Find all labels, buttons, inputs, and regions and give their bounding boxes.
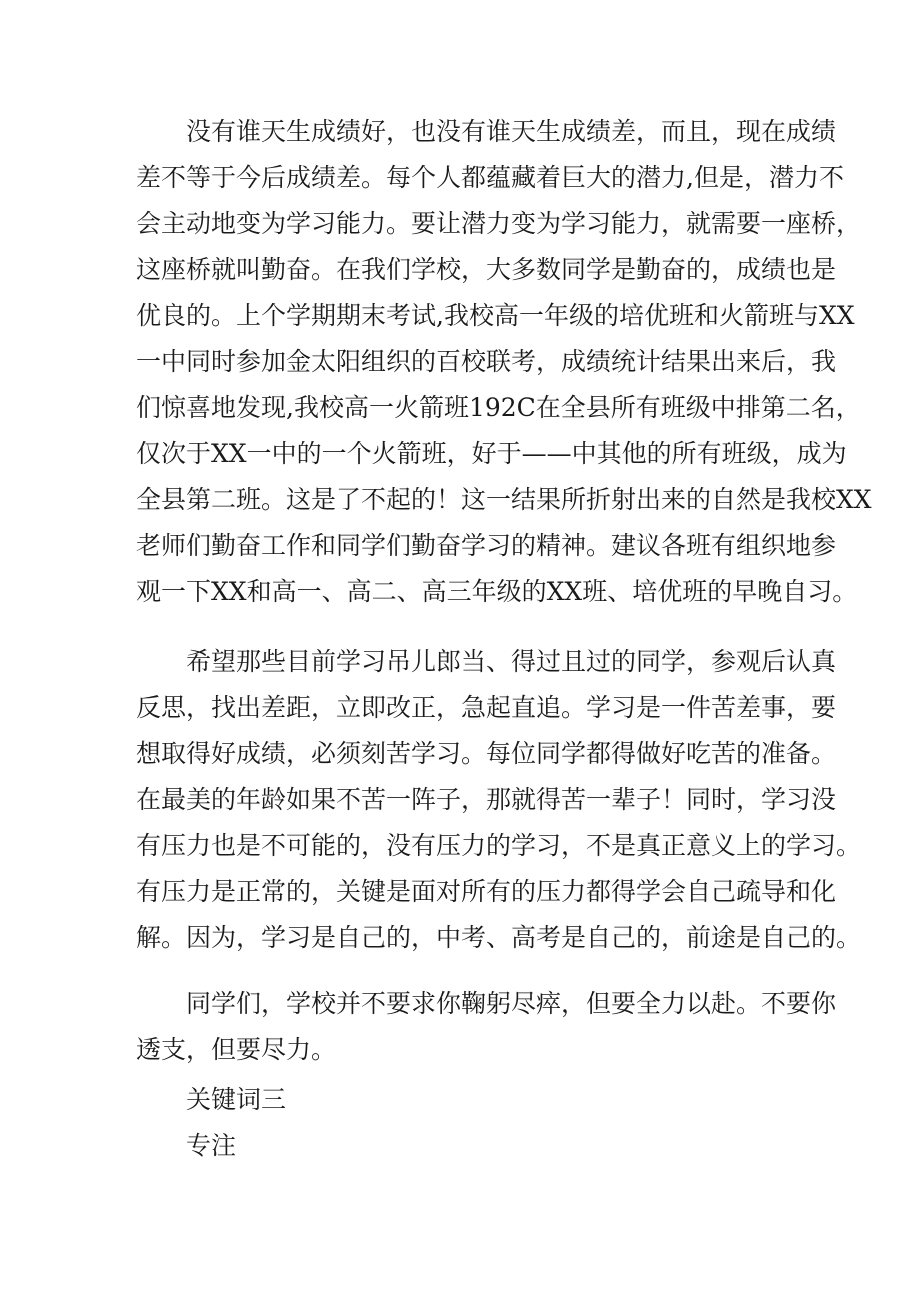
paragraph-1-line-2: 差不等于今后成绩差。每个人都蕴藏着巨大的潜力,但是，潜力不 [136, 163, 844, 192]
paragraph-1-line-4: 这座桥就叫勤奋。在我们学校，大多数同学是勤奋的，成绩也是 [136, 255, 837, 284]
paragraph-2-line-3: 想取得好成绩，必须刻苦学习。每位同学都得做好吃苦的准备。 [136, 739, 837, 768]
paragraph-1-line-8: 仅次于XX一中的一个火箭班，好于——中其他的所有班级，成为 [136, 439, 847, 468]
paragraph-1-line-6: 一中同时参加金太阳组织的百校联考，成绩统计结果出来后，我 [136, 347, 837, 376]
keyword-heading: 关键词三 [186, 1085, 287, 1114]
paragraph-3-line-1: 同学们，学校并不要求你鞠躬尽瘁，但要全力以赴。不要你 [186, 989, 837, 1018]
paragraph-3-line-2: 透支，但要尽力。 [136, 1035, 337, 1064]
paragraph-2-line-6: 有压力是正常的，关键是面对所有的压力都得学会自己疏导和化 [136, 877, 837, 906]
paragraph-1-line-1: 没有谁天生成绩好，也没有谁天生成绩差，而且，现在成绩 [186, 117, 837, 146]
paragraph-1-line-10: 老师们勤奋工作和同学们勤奋学习的精神。建议各班有组织地参 [136, 531, 837, 560]
paragraph-1-line-5: 优良的。上个学期期末考试,我校高一年级的培优班和火箭班与XX [136, 301, 855, 330]
keyword-name: 专注 [186, 1131, 237, 1160]
paragraph-1-line-7: 们惊喜地发现,我校高一火箭班192C在全县所有班级中排第二名， [136, 393, 861, 422]
paragraph-1-line-9: 全县第二班。这是了不起的！这一结果所折射出来的自然是我校XX [136, 485, 872, 514]
paragraph-2-line-4: 在最美的年龄如果不苦一阵子，那就得苦一辈子！同时，学习没 [136, 785, 837, 814]
paragraph-2-line-1: 希望那些目前学习吊儿郎当、得过且过的同学，参观后认真 [186, 647, 837, 676]
paragraph-2-line-5: 有压力也是不可能的，没有压力的学习，不是真正意义上的学习。 [136, 831, 862, 860]
paragraph-1-line-11: 观一下XX和高一、高二、高三年级的XX班、培优班的早晚自习。 [136, 577, 858, 606]
paragraph-2-line-2: 反思，找出差距，立即改正，急起直追。学习是一件苦差事，要 [136, 693, 837, 722]
paragraph-1-line-3: 会主动地变为学习能力。要让潜力变为学习能力，就需要一座桥， [136, 209, 862, 238]
paragraph-2-line-7: 解。因为，学习是自己的，中考、高考是自己的，前途是自己的。 [136, 923, 862, 952]
